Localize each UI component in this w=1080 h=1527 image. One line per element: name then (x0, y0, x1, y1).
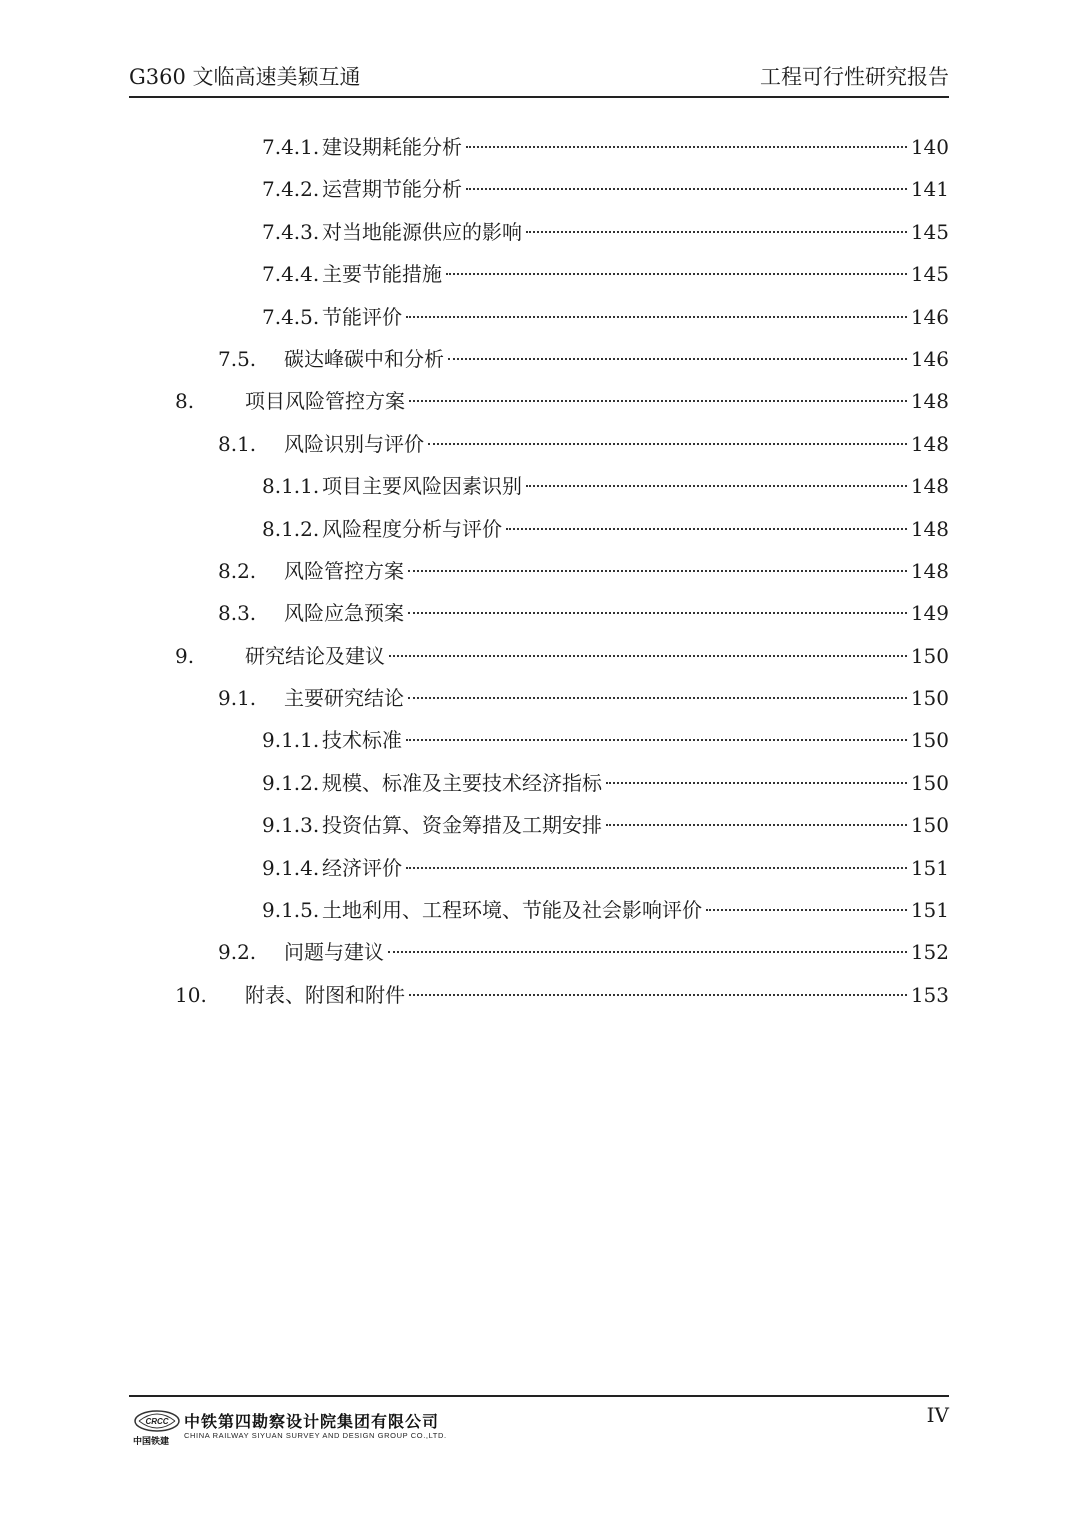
toc-entry-page: 141 (910, 177, 949, 202)
toc-entry-line (322, 508, 949, 550)
toc-entry-line (322, 296, 949, 338)
toc-entry-line (284, 338, 949, 380)
toc-leader-dots (409, 994, 907, 996)
toc-entry-number: 10. (175, 982, 207, 1007)
toc-entry-number: 9.1.3. (262, 813, 320, 838)
toc-entry-title: 风险管控方案 (284, 550, 404, 592)
toc-entry-line (245, 635, 949, 677)
toc-leader-dots (448, 358, 907, 360)
toc-entry-page: 145 (910, 219, 949, 244)
toc-entry-title: 项目风险管控方案 (245, 380, 405, 422)
toc-entry-line (322, 889, 949, 931)
toc-entry-number: 7.4.3. (262, 219, 320, 244)
toc-entry-line (322, 804, 949, 846)
toc-entry-line (322, 719, 949, 761)
toc-entry-title: 附表、附图和附件 (245, 974, 405, 1016)
toc-entry-line (322, 168, 949, 210)
toc-entry-number: 7.5. (218, 346, 257, 371)
toc-entry-number: 9.1.4. (262, 855, 320, 880)
logo-text: CRCC (145, 1417, 169, 1426)
toc-leader-dots (506, 528, 907, 530)
toc-entry-number: 9.1.2. (262, 770, 320, 795)
toc-entry[interactable] (0, 847, 1080, 889)
toc-leader-dots (406, 739, 907, 741)
toc-entry-page: 145 (910, 262, 949, 287)
toc-entry[interactable] (0, 423, 1080, 465)
toc-entry-number: 7.4.5. (262, 304, 320, 329)
toc-entry[interactable] (0, 635, 1080, 677)
toc-entry-title: 风险识别与评价 (284, 423, 424, 465)
toc-entry-title: 主要节能措施 (322, 253, 442, 295)
toc-entry[interactable] (0, 508, 1080, 550)
toc-entry[interactable] (0, 168, 1080, 210)
header-document-title: G360 文临高速美颖互通 (129, 65, 361, 89)
toc-entry-number: 8. (175, 389, 195, 414)
toc-entry-page: 150 (910, 770, 949, 795)
toc-entry-number: 9.2. (218, 940, 257, 965)
toc-entry-title: 土地利用、工程环境、节能及社会影响评价 (322, 889, 702, 931)
toc-entry-title: 碳达峰碳中和分析 (284, 338, 444, 380)
toc-entry[interactable] (0, 931, 1080, 973)
toc-entry-page: 150 (910, 643, 949, 668)
page-number: IV (926, 1403, 949, 1427)
toc-entry-page: 150 (910, 813, 949, 838)
toc-entry-number: 8.2. (218, 558, 257, 583)
toc-entry-title: 研究结论及建议 (245, 635, 385, 677)
toc-leader-dots (408, 697, 907, 699)
toc-entry-page: 150 (910, 686, 949, 711)
toc-entry-title: 技术标准 (322, 719, 402, 761)
toc-entry-title: 风险应急预案 (284, 592, 404, 634)
company-name-cn: 中铁第四勘察设计院集团有限公司 (184, 1412, 440, 1431)
table-of-contents (0, 126, 1080, 1016)
page-footer (129, 1395, 949, 1457)
toc-entry-line (284, 677, 949, 719)
toc-entry-page: 140 (910, 135, 949, 159)
toc-entry-line (245, 974, 949, 1016)
toc-entry-number: 8.1.1. (262, 474, 320, 499)
toc-entry-line (322, 847, 949, 889)
toc-leader-dots (606, 782, 907, 784)
toc-entry-line (284, 423, 949, 465)
toc-leader-dots (389, 655, 907, 657)
toc-entry-number: 8.1.2. (262, 516, 320, 541)
toc-entry-number: 9.1.5. (262, 898, 320, 923)
toc-entry-page: 148 (910, 558, 949, 583)
toc-entry[interactable] (0, 296, 1080, 338)
toc-entry-title: 对当地能源供应的影响 (322, 211, 522, 253)
toc-leader-dots (526, 485, 907, 487)
toc-entry-title: 投资估算、资金筹措及工期安排 (322, 804, 602, 846)
toc-entry[interactable] (0, 719, 1080, 761)
toc-entry-title: 节能评价 (322, 296, 402, 338)
toc-entry-page: 146 (910, 304, 949, 329)
toc-entry[interactable] (0, 253, 1080, 295)
toc-entry[interactable] (0, 380, 1080, 422)
toc-entry[interactable] (0, 338, 1080, 380)
toc-entry[interactable] (0, 762, 1080, 804)
header-report-type: 工程可行性研究报告 (760, 65, 949, 89)
toc-entry-line (322, 465, 949, 507)
toc-entry-page: 148 (910, 431, 949, 456)
toc-entry-number: 8.1. (218, 431, 257, 456)
toc-entry-number: 9. (175, 643, 195, 668)
toc-entry[interactable] (0, 465, 1080, 507)
toc-leader-dots (408, 612, 907, 614)
toc-leader-dots (408, 570, 907, 572)
toc-entry-line (284, 550, 949, 592)
toc-entry-number: 9.1.1. (262, 728, 320, 753)
toc-entry-line (322, 253, 949, 295)
toc-entry-line (322, 762, 949, 804)
toc-entry-title: 经济评价 (322, 847, 402, 889)
toc-leader-dots (406, 867, 907, 869)
toc-entry-line (245, 380, 949, 422)
toc-entry-page: 149 (910, 601, 949, 626)
toc-leader-dots (466, 146, 907, 148)
toc-entry[interactable] (0, 211, 1080, 253)
toc-entry[interactable] (0, 889, 1080, 931)
toc-entry-line (284, 592, 949, 634)
toc-entry-page: 153 (910, 982, 949, 1007)
toc-leader-dots (406, 316, 907, 318)
toc-entry-page: 148 (910, 474, 949, 499)
toc-entry-line (284, 931, 949, 973)
company-name-en: CHINA RAILWAY SIYUAN SURVEY AND DESIGN GROUP CO.,LTD. (184, 1431, 447, 1440)
toc-entry-page: 151 (910, 898, 949, 923)
toc-entry-title: 主要研究结论 (284, 677, 404, 719)
toc-entry-page: 150 (910, 728, 949, 753)
toc-leader-dots (409, 400, 907, 402)
toc-entry-title: 规模、标准及主要技术经济指标 (322, 762, 602, 804)
toc-leader-dots (446, 273, 907, 275)
toc-entry-title: 风险程度分析与评价 (322, 508, 502, 550)
toc-leader-dots (388, 951, 907, 953)
toc-leader-dots (526, 231, 907, 233)
toc-entry[interactable] (0, 126, 1080, 168)
page-header (129, 62, 949, 98)
toc-entry-number: 7.4.4. (262, 262, 320, 287)
toc-entry-title: 项目主要风险因素识别 (322, 465, 522, 507)
toc-entry-number: 9.1. (218, 686, 257, 711)
toc-entry[interactable] (0, 592, 1080, 634)
toc-leader-dots (706, 909, 907, 911)
toc-leader-dots (428, 443, 907, 445)
toc-entry-page: 146 (910, 346, 949, 371)
toc-entry-line (322, 211, 949, 253)
toc-entry[interactable] (0, 804, 1080, 846)
toc-entry[interactable] (0, 550, 1080, 592)
toc-entry-page: 151 (910, 855, 949, 880)
toc-entry-line (322, 126, 949, 168)
toc-entry-title: 运营期节能分析 (322, 168, 462, 210)
toc-entry-page: 148 (910, 516, 949, 541)
toc-entry-page: 148 (910, 389, 949, 414)
toc-entry[interactable] (0, 677, 1080, 719)
toc-entry-title: 问题与建议 (284, 931, 384, 973)
toc-leader-dots (466, 188, 907, 190)
toc-entry[interactable] (0, 974, 1080, 1016)
brand-name: 中国铁建 (133, 1437, 170, 1447)
toc-entry-page: 152 (910, 940, 949, 965)
toc-entry-number: 8.3. (218, 601, 257, 626)
toc-entry-number: 7.4.2. (262, 177, 320, 202)
toc-entry-title: 建设期耗能分析 (322, 126, 462, 168)
toc-entry-number: 7.4.1. (262, 135, 320, 159)
toc-leader-dots (606, 824, 907, 826)
